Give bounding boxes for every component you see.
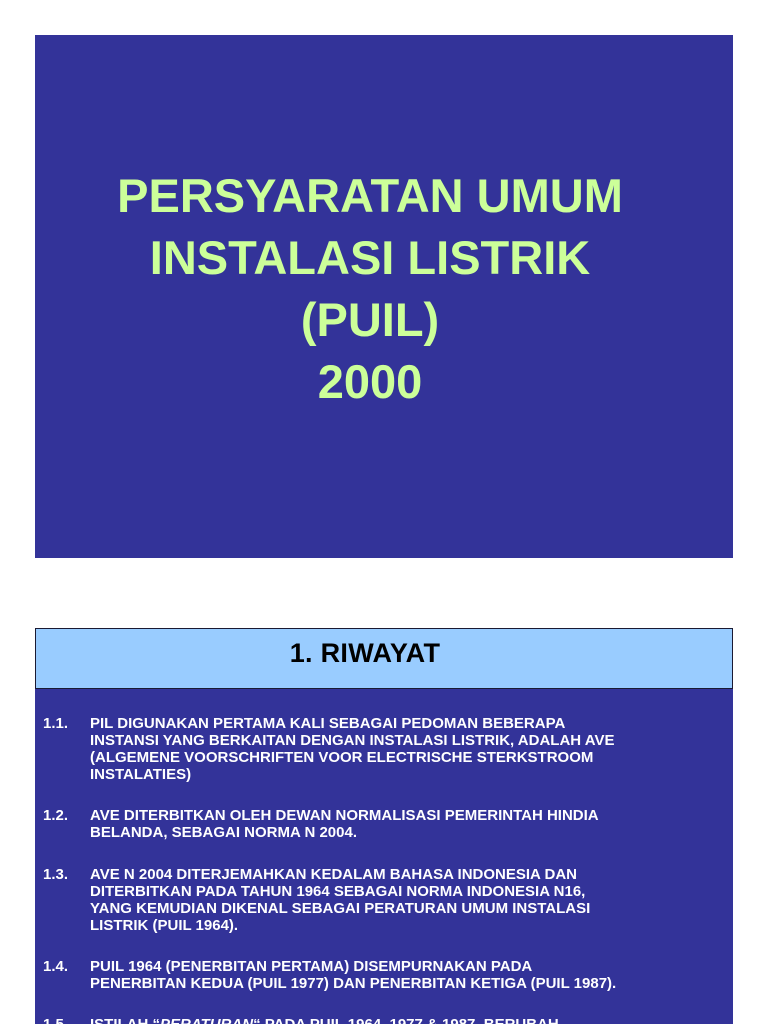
- item-line: AVE DITERBITKAN OLEH DEWAN NORMALISASI PEMERINTAH HINDIA: [90, 807, 599, 824]
- item-text: [90, 1016, 715, 1033]
- item-line: PIL DIGUNAKAN PERTAMA KALI SEBAGAI PEDOMAN BEBERAPA: [90, 715, 566, 732]
- title-slide: [35, 35, 733, 558]
- title-line-1: PERSYARATAN UMUM: [117, 169, 623, 222]
- item-text: [90, 715, 715, 783]
- item-line: PUIL 1964 (PENERBITAN PERTAMA) DISEMPURNAKAN PADA: [90, 958, 533, 975]
- item-line: [90, 1016, 715, 1033]
- item-text: [90, 807, 715, 841]
- item-number: 1.2.: [43, 807, 69, 824]
- item-text-emphasis: PERATURAN: [160, 1016, 254, 1033]
- item-text-pre: ISTILAH “: [90, 1016, 160, 1033]
- item-text: [90, 866, 715, 934]
- history-slide: [35, 628, 733, 1033]
- item-text-post: “ PADA PUIL 1964, 1977 & 1987, BERUBAH: [253, 1016, 559, 1033]
- item-number: 1.5.: [43, 1016, 69, 1033]
- item-line: (ALGEMENE VOORSCHRIFTEN VOOR ELECTRISCHE STERKSTROOM: [90, 749, 594, 766]
- title-line-4: 2000: [317, 355, 423, 408]
- title-line-2: INSTALASI LISTRIK: [149, 231, 591, 284]
- title-line-3: (PUIL): [300, 293, 440, 346]
- item-line: DITERBITKAN PADA TAHUN 1964 SEBAGAI NORMA INDONESIA N16,: [90, 883, 586, 900]
- item-line: YANG KEMUDIAN DIKENAL SEBAGAI PERATURAN UMUM INSTALASI: [90, 900, 591, 917]
- item-line: AVE N 2004 DITERJEMAHKAN KEDALAM BAHASA INDONESIA DAN: [90, 866, 577, 883]
- item-number: 1.4.: [43, 958, 69, 975]
- section-header: [35, 628, 733, 689]
- item-line: LISTRIK (PUIL 1964).: [90, 917, 239, 934]
- item-line: INSTALATIES): [90, 766, 192, 783]
- item-line: PENERBITAN KEDUA (PUIL 1977) DAN PENERBITAN KETIGA (PUIL 1987).: [90, 975, 617, 992]
- section-heading: 1. RIWAYAT: [289, 638, 441, 668]
- item-number: 1.1.: [43, 715, 69, 732]
- item-line: INSTANSI YANG BERKAITAN DENGAN INSTALASI LISTRIK, ADALAH AVE: [90, 732, 615, 749]
- item-text: [90, 958, 715, 992]
- slide-title: [21, 165, 719, 413]
- item-number: 1.3.: [43, 866, 69, 883]
- item-line: BELANDA, SEBAGAI NORMA N 2004.: [90, 824, 357, 841]
